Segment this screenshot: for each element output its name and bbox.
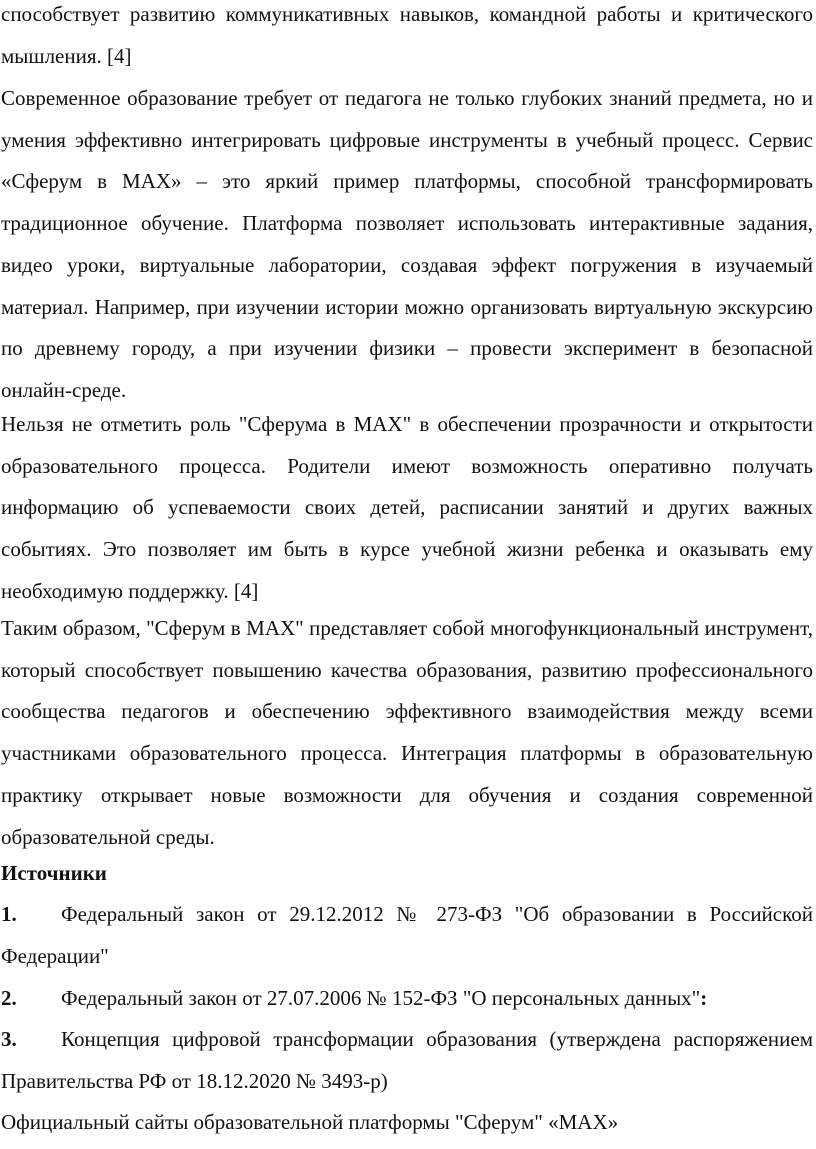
source-trailing-line: Официальный сайты образовательной платформы "Сферум" «MAX» <box>1 1110 619 1134</box>
source-text: Федеральный закон от 29.12.2012 № 273-ФЗ "Об образовании в Российской Федерации" <box>1 902 813 968</box>
paragraph-modern-education: Современное образование требует от педагога не только глубоких знаний предмета, но и умения эффективно интегрировать цифровые инструменты в учебный процесс. Сервис «Сферум в MAX» – это яркий пример платформы, способной трансформировать традиционное обучение. Платформа позволяет использовать интерактивные задания, видео уроки, виртуальные лаборатории, создавая эффект погружения в изучаемый материал. Например, при изучении истории можно организовать виртуальную экскурсию по древнему городу, а при изучении физики – провести эксперимент в безопасной онлайн-среде. <box>1 86 813 402</box>
source-number: 3. <box>1 1027 17 1051</box>
source-number: 1. <box>1 902 17 926</box>
paragraph-continuation: способствует развитию коммуникативных навыков, командной работы и критического мышления. [4] <box>1 2 813 68</box>
source-item <box>1 1019 813 1102</box>
source-suffix: : <box>700 986 708 1010</box>
source-item <box>1 978 813 1020</box>
paragraph-transparency: Нельзя не отметить роль "Сферума в MAX" в обеспечении прозрачности и открытости образовательного процесса. Родители имеют возможность оперативно получать информацию об успеваемости своих детей, расписании занятий и других важных событиях. Это позволяет им быть в курсе учебной жизни ребенка и оказывать ему необходимую поддержку. [4] <box>1 412 813 603</box>
source-number: 2. <box>1 986 17 1010</box>
source-text: Концепция цифровой трансформации образования (утверждена распоряжением Правительства РФ от 18.12.2020 № 3493-р) <box>1 1027 813 1093</box>
sources-heading: Источники <box>1 861 107 885</box>
source-text: Федеральный закон от 27.07.2006 № 152-ФЗ "О персональных данных" <box>61 986 701 1010</box>
paragraph-conclusion: Таким образом, "Сферум в MAX" представляет собой многофункциональный инструмент, который способствует повышению качества образования, развитию профессионального сообщества педагогов и обеспечению эффективного взаимодействия между всеми участниками образовательного процесса. Интеграция платформы в образовательную практику открывает новые возможности для обучения и создания современной образовательной среды. <box>1 616 813 849</box>
source-item <box>1 894 813 977</box>
